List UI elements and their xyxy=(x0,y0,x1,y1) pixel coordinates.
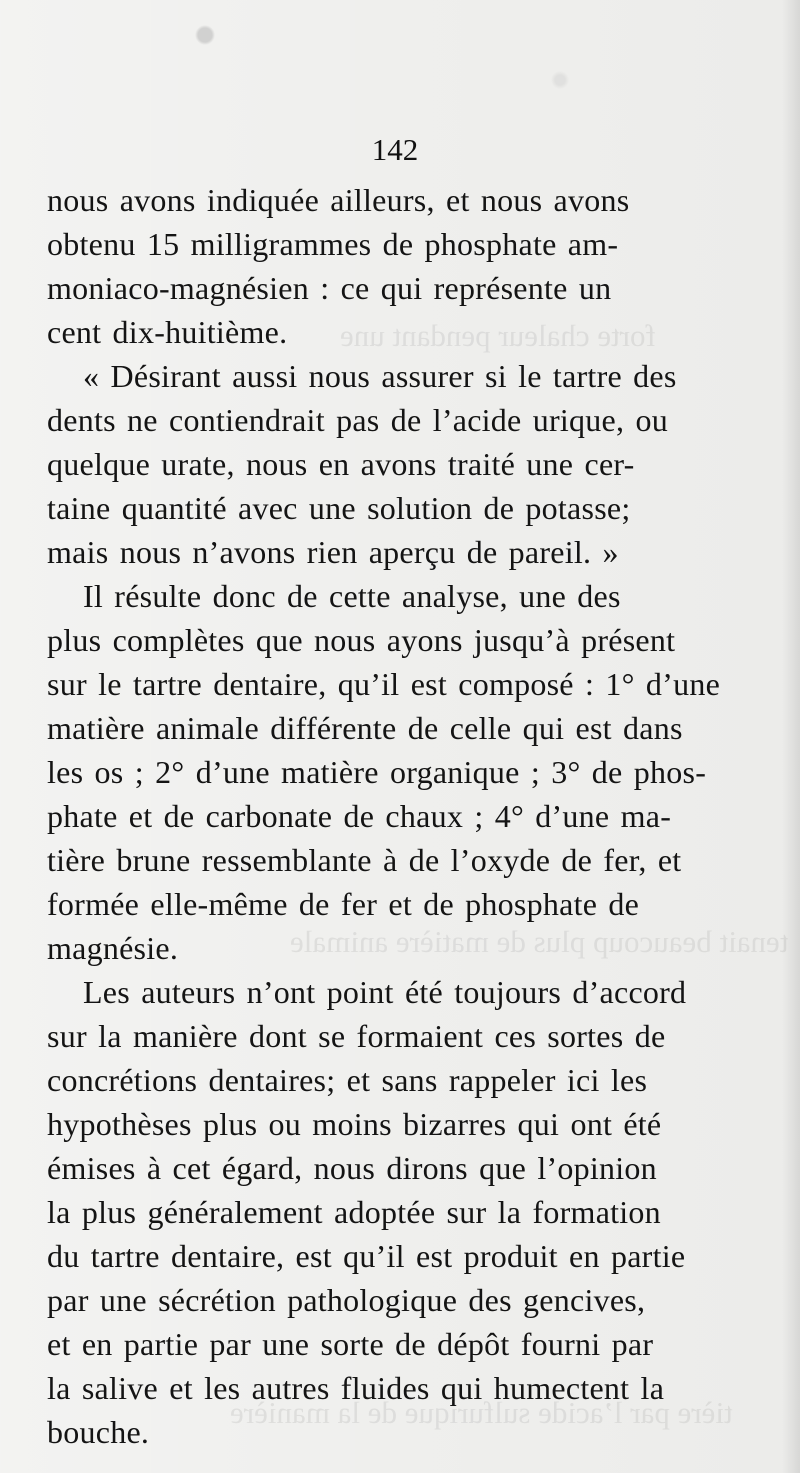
line-text: bouche. xyxy=(47,1414,150,1450)
text-line xyxy=(47,706,757,750)
text-line xyxy=(47,1234,757,1278)
text-line xyxy=(47,530,757,574)
text-line xyxy=(47,1058,757,1102)
line-text: hypothèses plus ou moins bizarres qui ont été xyxy=(47,1106,662,1142)
line-text: tière brune ressemblante à de l’oxyde de fer, et xyxy=(47,842,682,878)
line-text: formée elle-même de fer et de phosphate de xyxy=(47,886,640,922)
line-text: plus complètes que nous ayons jusqu’à présent xyxy=(47,622,676,658)
line-text: mais nous n’avons rien aperçu de pareil. » xyxy=(47,534,619,570)
line-text: moniaco-magnésien : ce qui représente un xyxy=(47,270,612,306)
text-line xyxy=(47,1190,757,1234)
line-text: quelque urate, nous en avons traité une cer- xyxy=(47,446,635,482)
line-text: sur le tartre dentaire, qu’il est composé : 1° d’une xyxy=(47,666,721,702)
bleed-through-line: tenait beaucoup plus de matière animale xyxy=(290,924,789,959)
text-line xyxy=(47,354,757,398)
text-line xyxy=(47,794,757,838)
text-line xyxy=(47,1014,757,1058)
bleed-through-line: tière par l’acide sulfurique de la manière xyxy=(230,1395,733,1430)
line-text: et en partie par une sorte de dépôt fourni par xyxy=(47,1326,654,1362)
page-number: 142 xyxy=(371,132,419,167)
line-text: taine quantité avec une solution de potasse; xyxy=(47,490,631,526)
text-line xyxy=(47,1410,757,1454)
line-text: obtenu 15 milligrammes de phosphate am- xyxy=(47,226,619,262)
text-line xyxy=(47,926,757,970)
text-line xyxy=(47,486,757,530)
text-line xyxy=(47,398,757,442)
text-line xyxy=(47,618,757,662)
line-text: « Désirant aussi nous assurer si le tartre des xyxy=(83,358,677,394)
line-text: sur la manière dont se formaient ces sortes de xyxy=(47,1018,666,1054)
line-text: la salive et les autres fluides qui humectent la xyxy=(47,1370,665,1406)
line-text: nous avons indiquée ailleurs, et nous avons xyxy=(47,182,630,218)
line-text: cent dix-huitième. xyxy=(47,314,288,350)
text-line xyxy=(47,1146,757,1190)
text-line xyxy=(47,178,757,222)
text-line xyxy=(47,970,757,1014)
body-text xyxy=(47,178,757,1454)
line-text: dents ne contiendrait pas de l’acide urique, ou xyxy=(47,402,668,438)
line-text: matière animale différente de celle qui est dans xyxy=(47,710,683,746)
bleed-through-line: forte chaleur pendant une xyxy=(340,318,656,353)
line-text: magnésie. xyxy=(47,930,179,966)
text-line xyxy=(47,266,757,310)
line-text: les os ; 2° d’une matière organique ; 3° de phos- xyxy=(47,754,707,790)
text-line xyxy=(47,1366,757,1410)
line-text: par une sécrétion pathologique des gencives, xyxy=(47,1282,646,1318)
line-text: du tartre dentaire, est qu’il est produit en partie xyxy=(47,1238,686,1274)
line-text: concrétions dentaires; et sans rappeler ici les xyxy=(47,1062,648,1098)
text-line xyxy=(47,750,757,794)
text-line xyxy=(47,882,757,926)
line-text: Les auteurs n’ont point été toujours d’accord xyxy=(83,974,687,1010)
text-line xyxy=(47,662,757,706)
text-line xyxy=(47,442,757,486)
line-text: phate et de carbonate de chaux ; 4° d’une ma- xyxy=(47,798,672,834)
line-text: la plus généralement adoptée sur la formation xyxy=(47,1194,661,1230)
text-line xyxy=(47,1322,757,1366)
line-text: émises à cet égard, nous dirons que l’opinion xyxy=(47,1150,657,1186)
line-text: Il résulte donc de cette analyse, une des xyxy=(83,578,621,614)
text-line xyxy=(47,310,757,354)
page-edge-shadow xyxy=(782,0,800,1473)
text-line xyxy=(47,1102,757,1146)
text-line xyxy=(47,222,757,266)
text-line xyxy=(47,574,757,618)
text-line xyxy=(47,1278,757,1322)
text-line xyxy=(47,838,757,882)
